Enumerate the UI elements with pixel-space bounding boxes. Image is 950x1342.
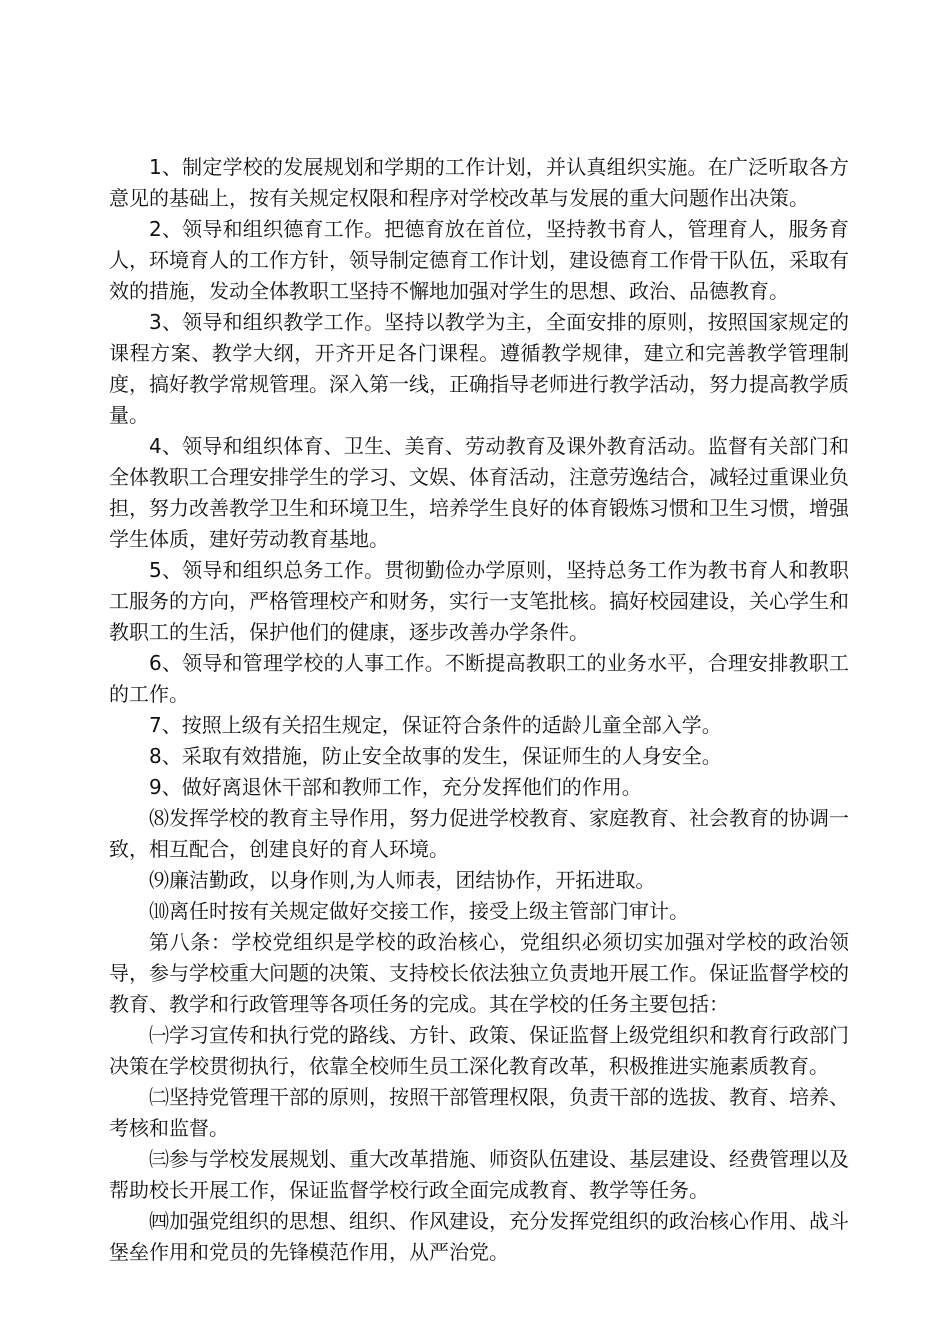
paragraph-task-3: ㈢参与学校发展规划、重大改革措施、师资队伍建设、基层建设、经费管理以及帮助校长开展工作，保证监督学校行政全面完成教育、教学等任务。 [109, 1147, 849, 1202]
paragraph-task-2: ㈡坚持党管理干部的原则，按照干部管理权限，负责干部的选拔、教育、培养、考核和监督。 [109, 1085, 849, 1140]
paragraph-9: 9、做好离退休干部和教师工作，充分发挥他们的作用。 [149, 775, 642, 799]
paragraph-task-4: ㈣加强党组织的思想、组织、作风建设，充分发挥党组织的政治核心作用、战斗堡垒作用和党员的先锋模范作用，从严治党。 [109, 1209, 849, 1264]
paragraph-6: 6、领导和管理学校的人事工作。不断提高教职工的业务水平，合理安排教职工的工作。 [109, 651, 849, 706]
paragraph-7: 7、按照上级有关招生规定，保证符合条件的适龄儿童全部入学。 [149, 713, 722, 737]
paragraph-10: ⑻发挥学校的教育主导作用，努力促进学校教育、家庭教育、社会教育的协调一致，相互配合，创建良好的育人环境。 [109, 806, 849, 861]
paragraph-article-8: 第八条：学校党组织是学校的政治核心，党组织必须切实加强对学校的政治领导，参与学校重大问题的决策、支持校长依法独立负责地开展工作。保证监督学校的教育、教学和行政管理等各项任务的完成。其在学校的任务主要包括： [109, 930, 849, 1016]
paragraph-4: 4、领导和组织体育、卫生、美育、劳动教育及课外教育活动。监督有关部门和全体教职工合理安排学生的学习、文娱、体育活动，注意劳逸结合，减轻过重课业负担，努力改善教学卫生和环境卫生，培养学生良好的体育锻炼习惯和卫生习惯，增强学生体质，建好劳动教育基地。 [109, 434, 849, 551]
paragraph-task-1: ㈠学习宣传和执行党的路线、方针、政策、保证监督上级党组织和教育行政部门决策在学校贯彻执行，依靠全校师生员工深化教育改革，积极推进实施素质教育。 [109, 1023, 849, 1078]
paragraph-3: 3、领导和组织教学工作。坚持以教学为主，全面安排的原则，按照国家规定的课程方案、教学大纲，开齐开足各门课程。遵循教学规律，建立和完善教学管理制度，搞好教学常规管理。深入第一线，正确指导老师进行教学活动，努力提高教学质量。 [109, 310, 849, 427]
paragraph-8: 8、采取有效措施，防止安全故事的发生，保证师生的人身安全。 [149, 744, 722, 768]
document-body [109, 152, 849, 1268]
paragraph-2: 2、领导和组织德育工作。把德育放在首位，坚持教书育人，管理育人，服务育人，环境育人的工作方针，领导制定德育工作计划，建设德育工作骨干队伍，采取有效的措施，发动全体教职工坚持不懈地加强对学生的思想、政治、品德教育。 [109, 217, 849, 303]
paragraph-11: ⑼廉洁勤政，以身作则,为人师表，团结协作，开拓进取。 [149, 868, 656, 892]
paragraph-1: 1、制定学校的发展规划和学期的工作计划，并认真组织实施。在广泛听取各方意见的基础上，按有关规定权限和程序对学校改革与发展的重大问题作出决策。 [109, 155, 849, 210]
paragraph-12: ⑽离任时按有关规定做好交接工作，接受上级主管部门审计。 [149, 899, 689, 923]
paragraph-5: 5、领导和组织总务工作。贯彻勤俭办学原则，坚持总务工作为教书育人和教职工服务的方向，严格管理校产和财务，实行一支笔批核。搞好校园建设，关心学生和教职工的生活，保护他们的健康，逐步改善办学条件。 [109, 558, 849, 644]
